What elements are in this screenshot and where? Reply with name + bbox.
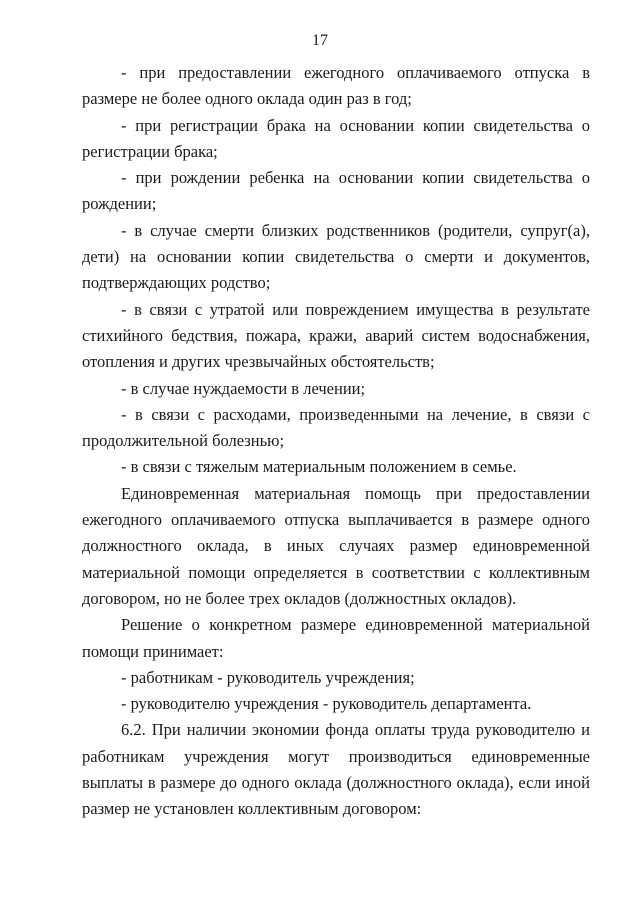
paragraph-decision: Решение о конкретном размере единовременной материальной помощи принимает: [82, 615, 590, 661]
document-body [82, 60, 590, 823]
paragraph-marriage: - при регистрации брака на основании копии свидетельства о регистрации брака; [82, 115, 590, 161]
paragraph-child-birth: - при рождении ребенка на основании копии свидетельства о рождении; [82, 168, 590, 214]
paragraph-decision-head: - руководителю учреждения - руководитель департамента. [121, 694, 532, 714]
paragraph-annual-leave: - при предоставлении ежегодного оплачиваемого отпуска в размере не более одного оклада один раз в год; [82, 63, 590, 109]
paragraph-section-6-2: 6.2. При наличии экономии фонда оплаты труда руководителю и работникам учреждения могут производиться единовременные выплаты в размере до одного оклада (должностного оклада), если иной размер не установлен коллективным договором: [82, 720, 590, 819]
paragraph-medical-expenses: - в связи с расходами, произведенными на лечение, в связи с продолжительной болезнью; [82, 404, 590, 451]
paragraph-medical-need: - в случае нуждаемости в лечении; [121, 378, 366, 398]
paragraph-relative-death: - в случае смерти близких родственников (родители, супруг(а), дети) на основании копии свидетельства о смерти и документов, подтверждающих родство; [82, 220, 590, 293]
page-number: 17 [312, 32, 328, 49]
paragraph-hardship: - в связи с тяжелым материальным положением в семье. [121, 457, 517, 477]
paragraph-one-time-aid-amount: Единовременная материальная помощь при предоставлении ежегодного оплачиваемого отпуска выплачивается в размере одного должностного оклада, в иных случаях размер единовременной материальной помощи определяется в соответствии с коллективным договором, но не более трех окладов (должностных окладов). [82, 483, 590, 608]
paragraph-decision-employees: - работникам - руководитель учреждения; [121, 667, 415, 687]
paragraph-property-loss: - в связи с утратой или повреждением имущества в результате стихийного бедствия, пожара, кражи, аварий систем водоснабжения, отопления и других чрезвычайных обстоятельств; [82, 299, 590, 372]
